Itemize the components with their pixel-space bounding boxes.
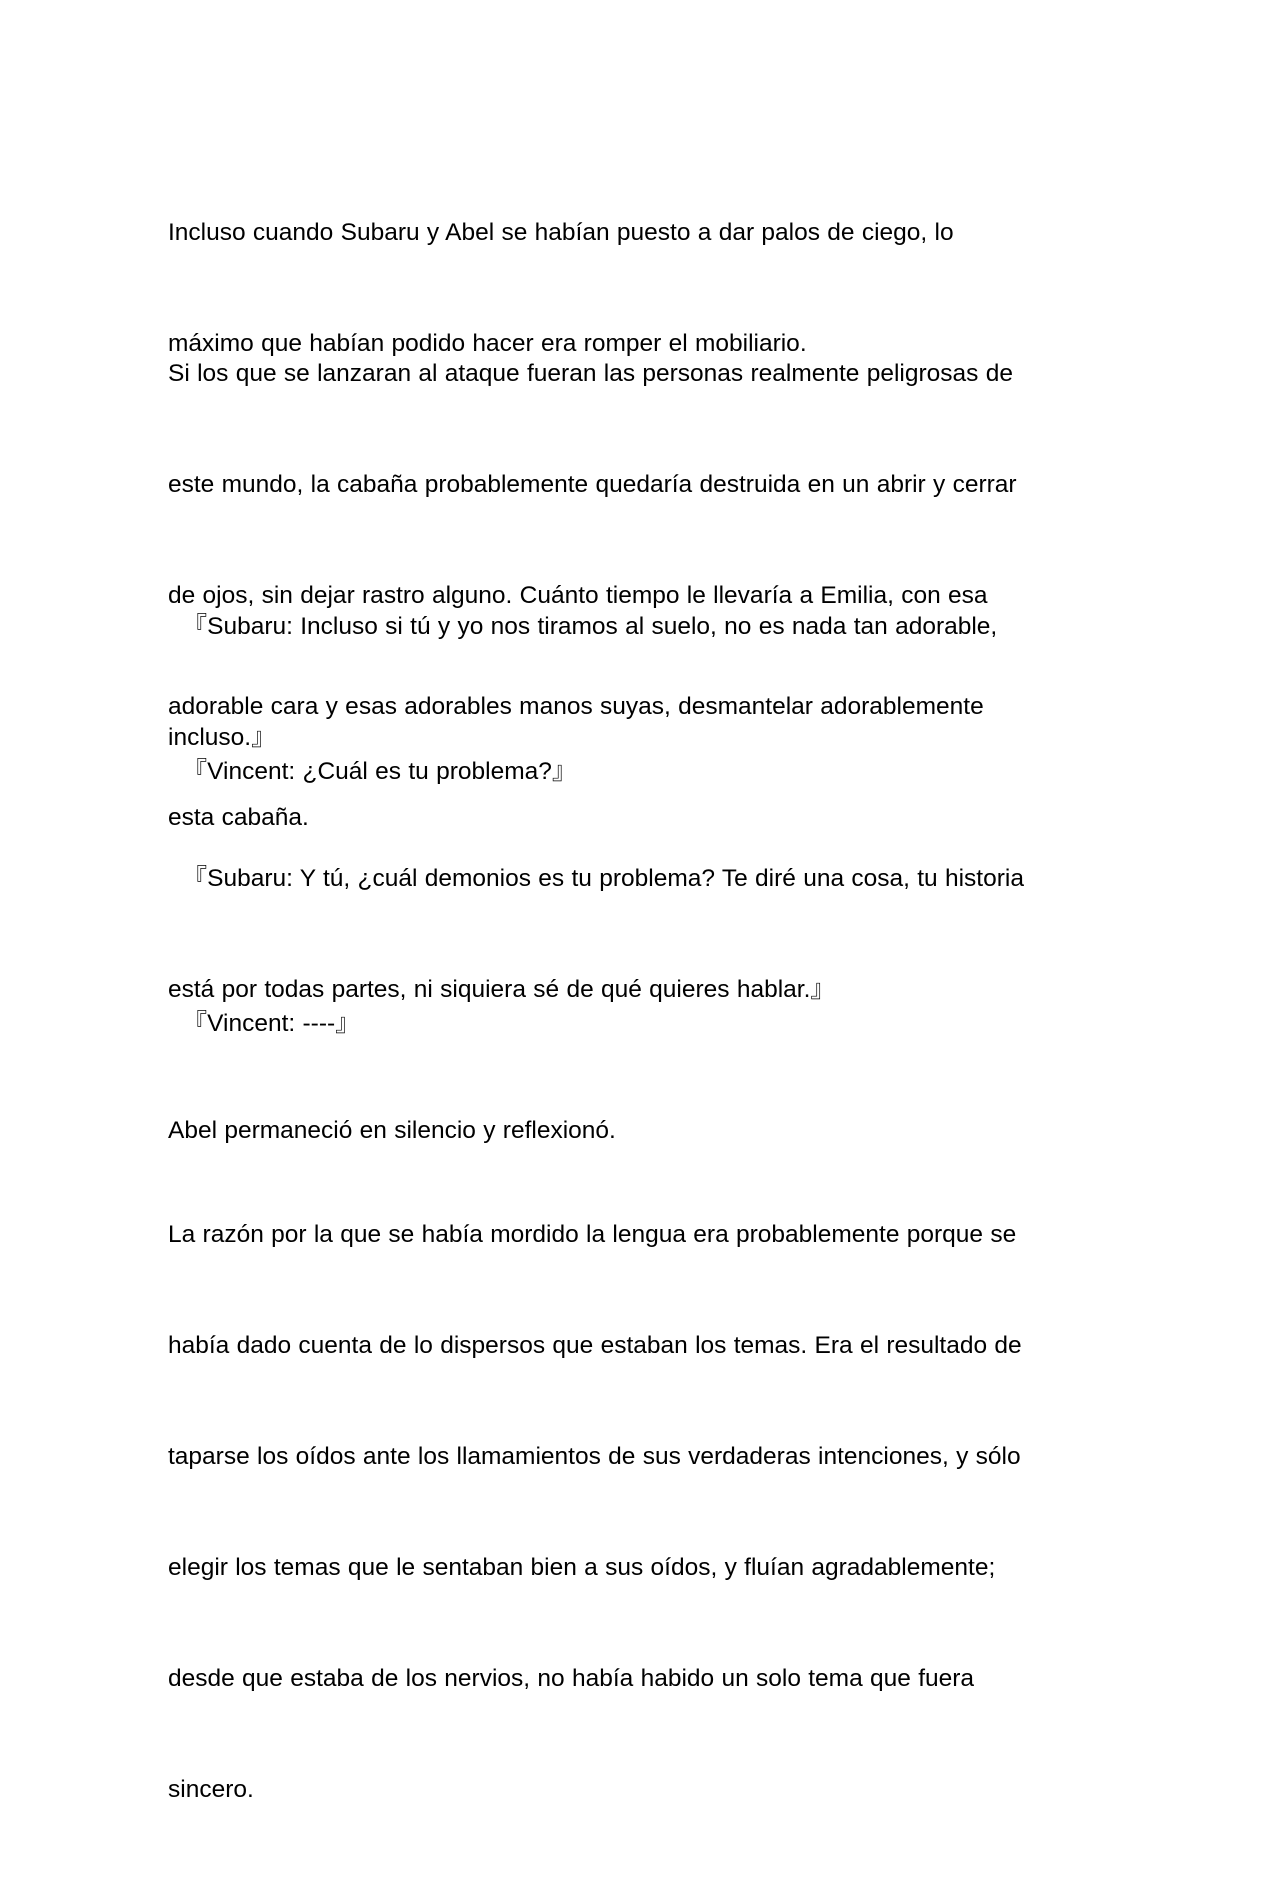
text-line: taparse los oídos ante los llamamientos de sus verdaderas intenciones, y sólo	[168, 1443, 1021, 1470]
text-line: sincero.	[168, 1776, 254, 1803]
text-line: 『Subaru: Y tú, ¿cuál demonios es tu problema? Te diré una cosa, tu historia	[168, 865, 1024, 892]
text-line: adorable cara y esas adorables manos suyas, desmantelar adorablemente	[168, 693, 984, 720]
text-line: esta cabaña.	[168, 804, 309, 831]
text-line: de ojos, sin dejar rastro alguno. Cuánto tiempo le llevaría a Emilia, con esa	[168, 582, 988, 609]
text-line: había dado cuenta de lo dispersos que estaban los temas. Era el resultado de	[168, 1332, 1022, 1359]
text-line: elegir los temas que le sentaban bien a sus oídos, y fluían agradablemente;	[168, 1554, 996, 1581]
text-line: máximo que habían podido hacer era romper el mobiliario.	[168, 330, 807, 357]
text-line: está por todas partes, ni siquiera sé de qué quieres hablar.』	[168, 976, 835, 1003]
text-line: incluso.』	[168, 724, 276, 751]
paragraph-8	[168, 1142, 1068, 1882]
text-line: desde que estaba de los nervios, no había habido un solo tema que fuera	[168, 1665, 975, 1692]
text-line: 『Vincent: ----』	[168, 1010, 360, 1037]
text-line: este mundo, la cabaña probablemente quedaría destruida en un abrir y cerrar	[168, 471, 1017, 498]
text-line: La razón por la que se había mordido la lengua era probablemente porque se	[168, 1221, 1017, 1248]
text-line: Abel permaneció en silencio y reflexionó.	[168, 1117, 616, 1144]
text-line: Incluso cuando Subaru y Abel se habían puesto a dar palos de ciego, lo	[168, 219, 954, 246]
text-line: 『Vincent: ¿Cuál es tu problema?』	[168, 758, 577, 785]
text-line: Si los que se lanzaran al ataque fueran las personas realmente peligrosas de	[168, 360, 1013, 387]
text-line: 『Subaru: Incluso si tú y yo nos tiramos al suelo, no es nada tan adorable,	[168, 613, 998, 640]
